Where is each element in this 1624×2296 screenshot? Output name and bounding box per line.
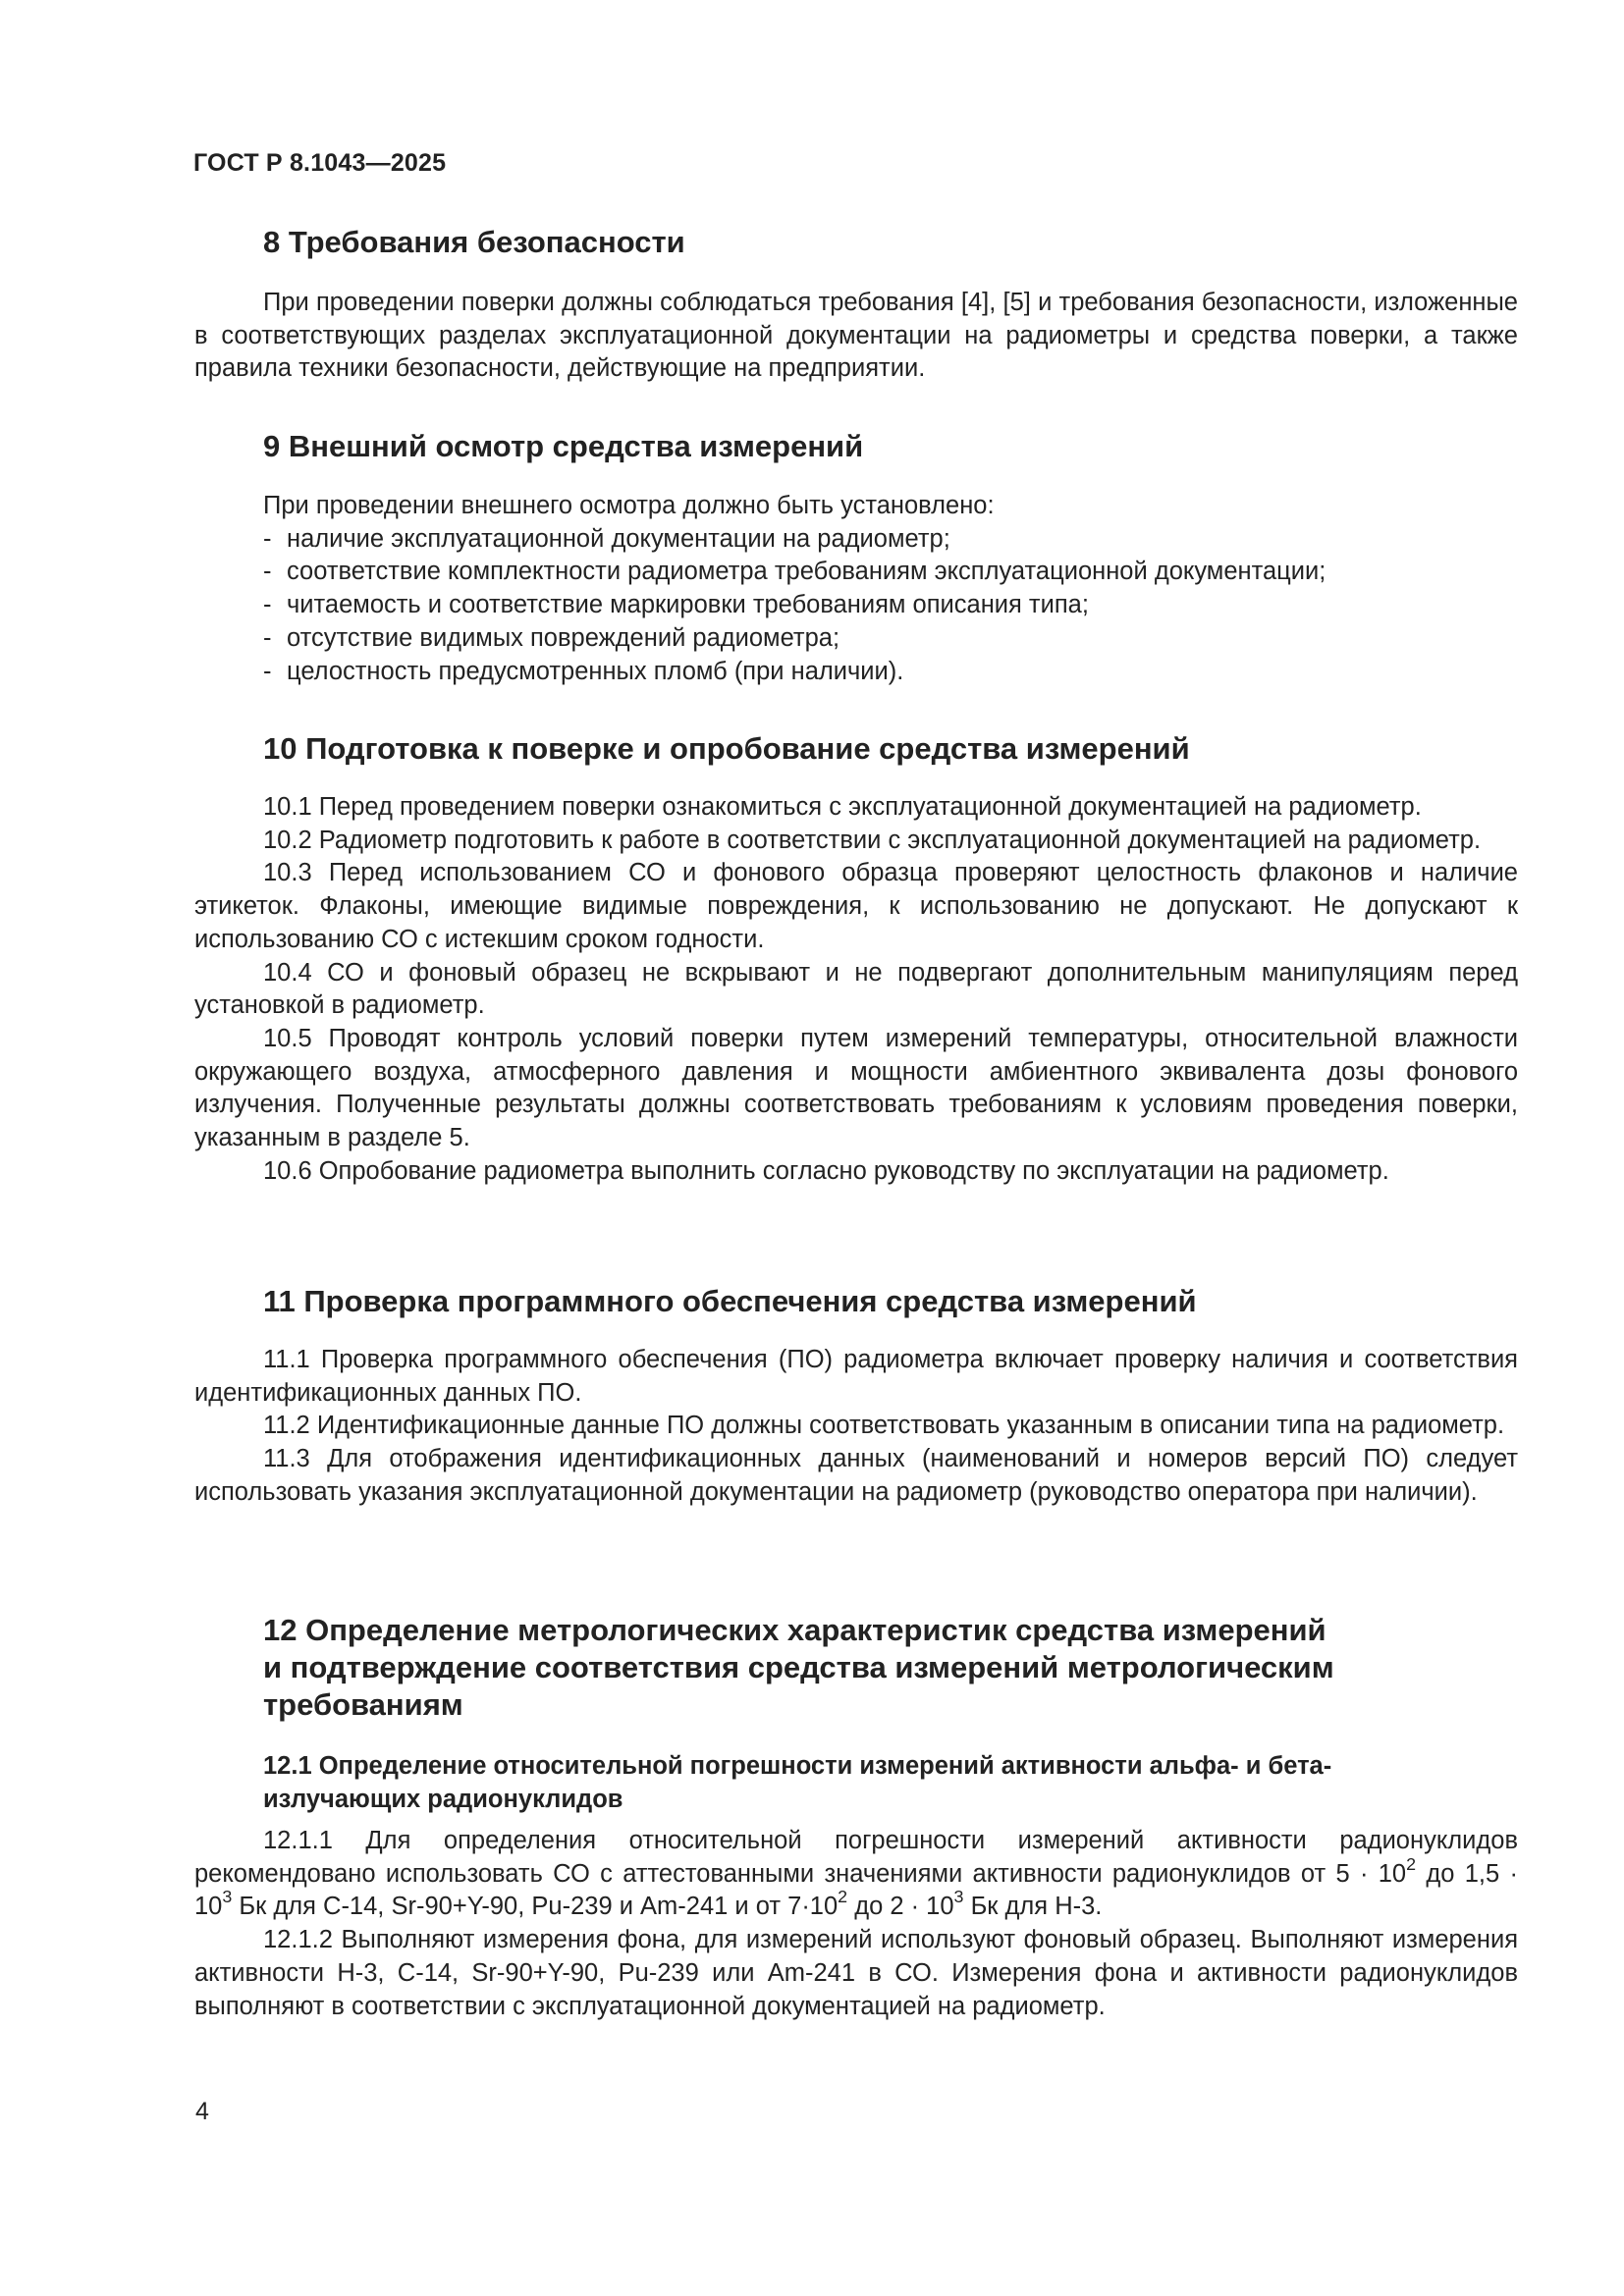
section-12-title <box>263 1612 1530 1724</box>
paragraph-10-3: 10.3 Перед использованием СО и фонового образца проверяют целостность флаконов и наличие этикеток. Флаконы, имеющие видимые повреждения, к использованию не допускают. Не допускают к использованию СО с истекшим сроком годности. <box>194 859 1518 953</box>
section-12-title-line3: требованиям <box>263 1687 463 1722</box>
document-code: ГОСТ Р 8.1043—2025 <box>193 149 447 177</box>
subsection-12-1-title-line1: 12.1 Определение относительной погрешности измерений активности альфа- и бета- <box>263 1752 1332 1780</box>
list-item: - отсутствие видимых повреждений радиометра; <box>263 622 1518 656</box>
section-8-body <box>194 287 1518 386</box>
section-12-title-line2: и подтверждение соответствия средства измерений метрологическим <box>263 1650 1334 1684</box>
paragraph-11-2: 11.2 Идентификационные данные ПО должны соответствовать указанным в описании типа на радиометр. <box>263 1412 1505 1440</box>
paragraph-10-5: 10.5 Проводят контроль условий поверки путем измерений температуры, относительной влажности окружающего воздуха, атмосферного давления и мощности амбиентного эквивалента дозы фонового излучения. Полученные результаты должны соответствовать требованиям к условиям проведения поверки, указанным в разделе 5. <box>194 1024 1518 1152</box>
list-item: - соответствие комплектности радиометра требованиям эксплуатационной документации; <box>263 556 1518 589</box>
paragraph-12-1-1: 12.1.1 Для определения относительной погрешности измерений активности радионуклидов рекомендовано использовать СО с аттестованными значениями активности радионуклидов от $5 \cdot 10^2$ до $1,5 \cdot 10^3$ Бк для С-14, Sr-90+Y-90, Pu-239 и Am-241 и от $7\cdot 10^2$ до $2 \cdot 10^3$ Бк для Н-3. <box>194 1827 1518 1921</box>
list-item: - наличие эксплуатационной документации на радиометр; <box>263 523 1518 557</box>
section-10-body <box>194 791 1518 1188</box>
paragraph-10-6: 10.6 Опробование радиометра выполнить согласно руководству по эксплуатации на радиометр. <box>263 1156 1389 1185</box>
paragraph-11-1: 11.1 Проверка программного обеспечения (ПО) радиометра включает проверку наличия и соответствия идентификационных данных ПО. <box>194 1346 1518 1407</box>
page-number: 4 <box>195 2098 209 2125</box>
section-10-title: 10 Подготовка к поверке и опробование средства измерений <box>263 731 1190 766</box>
section-9-body <box>194 490 1518 688</box>
paragraph-10-2: 10.2 Радиометр подготовить к работе в соответствии с эксплуатационной документацией на радиометр. <box>263 826 1482 854</box>
section-8-title: 8 Требования безопасности <box>263 225 685 259</box>
section-11-title: 11 Проверка программного обеспечения средства измерений <box>263 1284 1197 1318</box>
section-9-intro: При проведении внешнего осмотра должно быть установлено: <box>263 492 995 519</box>
paragraph-10-1: 10.1 Перед проведением поверки ознакомиться с эксплуатационной документацией на радиометр. <box>263 793 1422 821</box>
list-item: - целостность предусмотренных пломб (при наличии). <box>263 656 1518 689</box>
section-8-paragraph: При проведении поверки должны соблюдаться требования [4], [5] и требования безопасности, изложенные в соответствующих разделах эксплуатационной документации на радиометры и средства поверки, а также правила техники безопасности, действующие на предприятии. <box>194 289 1518 383</box>
section-11-body <box>194 1344 1518 1510</box>
paragraph-10-4: 10.4 СО и фоновый образец не вскрывают и не подвергают дополнительным манипуляциям перед установкой в радиометр. <box>194 958 1518 1020</box>
subsection-12-1-title <box>263 1749 1500 1816</box>
section-9-title: 9 Внешний осмотр средства измерений <box>263 429 864 463</box>
paragraph-12-1-2: 12.1.2 Выполняют измерения фона, для измерений используют фоновый образец. Выполняют измерения активности Н-3, С-14, Sr-90+Y-90, Pu-239 или Am-241 в СО. Измерения фона и активности радионуклидов выполняют в соответствии с эксплуатационной документацией на радиометр. <box>194 1926 1518 2020</box>
section-12-title-line1: 12 Определение метрологических характеристик средства измерений <box>263 1613 1326 1647</box>
subsection-12-1-title-line2: излучающих радионуклидов <box>263 1786 623 1813</box>
list-item: - читаемость и соответствие маркировки требованиям описания типа; <box>263 589 1518 622</box>
paragraph-11-3: 11.3 Для отображения идентификационных данных (наименований и номеров версий ПО) следует использовать указания эксплуатационной документации на радиометр (руководство оператора при наличии). <box>194 1445 1518 1506</box>
section-12-body <box>194 1825 1518 2023</box>
inspection-list <box>194 523 1518 689</box>
